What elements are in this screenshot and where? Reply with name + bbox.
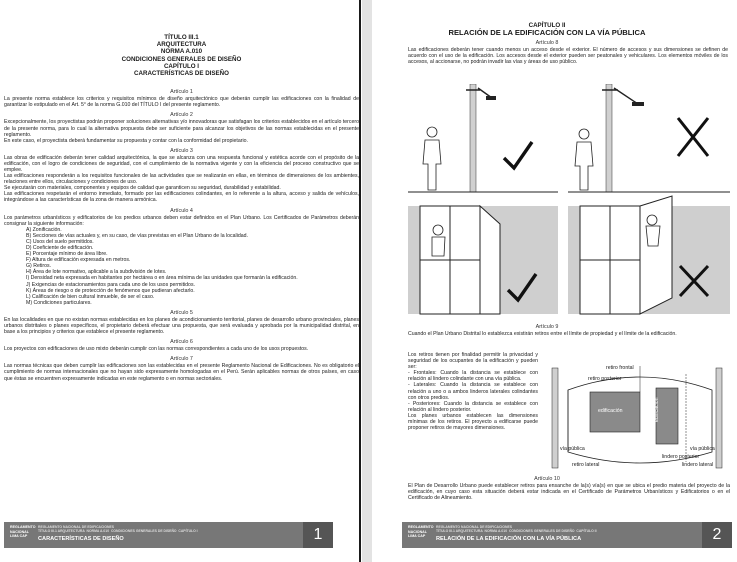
article-text: Se ejecutarán con materiales, componentes y equipos de calidad que garanticen su seguridad, durabilidad y estabilidad.	[4, 185, 281, 192]
list-item: M) Condiciones particulares.	[26, 299, 92, 306]
retiros-paragraph: - Posteriores: Cuando la distancia se establece con relación al lindero posterior.	[408, 400, 538, 413]
retiros-text	[408, 352, 538, 431]
list-item: E) Porcentaje mínimo de área libre.	[26, 251, 108, 258]
page-gutter	[362, 0, 372, 562]
title-line: NORMA A.010	[160, 48, 203, 56]
list-item: H) Área de lote normativo, aplicable a la subdivisión de lotes.	[26, 269, 167, 276]
list-item: B) Secciones de vías actuales y, en su caso, de vías previstas en el Plan Urbano de la localidad.	[26, 232, 248, 239]
chapter-label: CAPÍTULO II	[528, 22, 566, 29]
article-text: Cuando el Plan Urbano Distrital lo establezca existirán retiros entre el límite de propiedad y el límite de la edificación.	[408, 331, 677, 337]
figure-forbidden-pole	[568, 84, 730, 200]
page-footer	[4, 522, 333, 548]
retiros-paragraph: - Laterales: Cuando la distancia se establece con relación a uno o a ambos linderos laterales colindantes con otros predios.	[408, 382, 538, 401]
article-text: En las localidades en que no existan normas establecidas en los planes de acondicionamiento territorial, planes de desarrollo urbano provinciales, planes urbanos distritales o planes específicos, el propietario deberá efectuar una propuesta, que será evaluada y aprobada por la municipalidad distrital, en base a los principios y criterios que establece el presente reglamento.	[4, 316, 359, 336]
article-heading: Artículo 7	[170, 356, 193, 363]
right-page	[372, 0, 737, 562]
label-via-publica-left: vía pública	[560, 446, 585, 452]
article-text: Excepcionalmente, los proyectistas podrán proponer soluciones alternativas y/o innovadoras que satisfagan los criterios establecidos en el artículo tercero de la presente norma, para lo cual la alternativa propuesta debe ser suficiente para alcanzar los objetivos de las normas establecidas en el presente reglamento.	[4, 119, 359, 138]
article-text: Los parámetros urbanísticos y edificatorios de los predios urbanos deben estar definidos en el Plan Urbano. Los Certificados de Parámetros deberán consignar la siguiente información:	[4, 214, 359, 227]
left-page	[0, 0, 362, 562]
figure-forbidden-door	[568, 196, 730, 314]
retiros-paragraph: Los planes urbanos establecen las dimensiones mínimas de los retiros. El proyecto a edificarse puede proponer retiros de mayores dimensiones.	[408, 412, 538, 432]
list-item: D) Coeficiente de edificación.	[26, 245, 94, 251]
article-text: Los proyectos con edificaciones de uso mixto deberán cumplir con las normas correspondientes a cada uno de los usos propuestos.	[4, 346, 309, 353]
footer-small-text: REGLAMENTO NACIONAL DE EDIFICACIONES TÍTULO III.1 ARQUITECTURA NORMA A.010 CONDICIONES GENERALES DE DISEÑO CAPÍTULO II	[436, 525, 597, 534]
page-number: 2	[702, 522, 732, 548]
left-content	[4, 34, 359, 382]
footer-section: RELACIÓN DE LA EDIFICACIÓN CON LA VÍA PÚBLICA	[436, 536, 582, 542]
label-retiro-frontal: retiro frontal	[606, 365, 634, 371]
article-heading: Artículo 8	[535, 40, 559, 46]
list-item: I) Densidad neta expresada en habitantes por hectárea o en área mínima de las unidades que formarán la edificación.	[26, 275, 298, 282]
chapter-title-block	[372, 22, 722, 36]
label-lindero-posterior: lindero posterior	[662, 454, 700, 460]
list-item: A) Zonificación.	[26, 226, 62, 233]
label-edificacion-vertical: edificación	[654, 397, 660, 422]
list-item: J) Exigencias de estacionamientos para cada uno de los usos permitidos.	[26, 281, 195, 288]
book-spine	[359, 0, 361, 562]
parameters-list	[26, 227, 359, 306]
setbacks-drawing	[544, 362, 730, 474]
page-number: 1	[303, 522, 333, 548]
article-text: El Plan de Desarrollo Urbano puede establecer retiros para ensanche de la(s) vía(s) en que se ubica el predio materia del proyecto de la edificación, en cuyo caso esta situación deberá estar indicada en el Certificado de Parámetros Urbanísticos y Edificatorios o en el Certificado de Alineamiento.	[408, 483, 730, 502]
article-heading: Artículo 3	[170, 147, 193, 154]
figure-allowed-pole	[408, 84, 558, 200]
footer-logo: REGLAMENTO NACIONAL LIMA CAP	[408, 525, 434, 539]
article-heading: Artículo 4	[170, 207, 193, 214]
article-heading: Artículo 10	[534, 476, 560, 482]
label-retiro-posterior: retiro posterior	[588, 376, 622, 382]
label-lindero-lateral: lindero lateral	[682, 462, 714, 468]
list-item: G) Retiros.	[26, 263, 52, 270]
article-text: Las obras de edificación deberán tener calidad arquitectónica, la que se alcanza con una respuesta funcional y estética acorde con el propósito de la edificación, con el logro de condiciones de seguridad, con el cumplimiento de la normativa vigente y con la eficiencia del proceso constructivo que se emplee.	[4, 154, 359, 173]
article-heading: Artículo 5	[170, 309, 193, 316]
list-item: L) Calificación de bien cultural inmueble, de ser el caso.	[26, 293, 155, 300]
footer-logo: REGLAMENTO NACIONAL LIMA CAP	[10, 525, 36, 539]
title-line: TÍTULO III.1	[164, 34, 199, 41]
article-text: La presente norma establece los criterios y requisitos mínimos de diseño arquitectónico que deberán cumplir las edificaciones con la finalidad de garantizar lo estipulado en el Art. 5° de la norma G.010 del TÍTULO I del presente reglamento.	[4, 96, 359, 109]
article-text: En este caso, el proyectista deberá fundamentar su propuesta y contar con la conformidad del propietario.	[4, 137, 248, 144]
article-text: Las edificaciones respetarán el entorno inmediato, formado por las edificaciones colindantes, en lo referente a la altura, acceso y salida de vehículos, integrándose a las características de la zona de manera armónica.	[4, 191, 359, 204]
title-line: CAPÍTULO I	[163, 62, 200, 70]
list-item: K) Áreas de riesgo o de protección de fenómenos que pudieran afectarlo.	[26, 287, 195, 294]
footer-small-text: REGLAMENTO NACIONAL DE EDIFICACIONES TÍTULO III.1 ARQUITECTURA NORMA A.010 CONDICIONES GENERALES DE DISEÑO CAPÍTULO I	[38, 525, 198, 534]
list-item: F) Altura de edificación expresada en metros.	[26, 257, 131, 264]
title-line: ARQUITECTURA	[156, 41, 207, 49]
footer-section: CARACTERÍSTICAS DE DISEÑO	[38, 536, 124, 542]
retiros-paragraph: - Frontales: Cuando la distancia se establece con relación al lindero colindante con una vía pública.	[408, 370, 538, 383]
list-item: C) Usos del suelo permitidos.	[26, 238, 94, 245]
title-block	[4, 34, 359, 77]
article-text: Las edificaciones deberán tener cuando menos un acceso desde el exterior. El número de accesos y sus dimensiones se definen de acuerdo con el uso de la edificación. Los accesos desde el exterior pueden ser peatonales y vehiculares. Los elementos móviles de los accesos, al accionarse, no podrán invadir las vías y áreas de uso público.	[408, 47, 728, 66]
retiros-paragraph: Los retiros tienen por finalidad permitir la privacidad y seguridad de los ocupantes de la edificación y pueden ser:	[408, 352, 538, 371]
page-footer	[402, 522, 732, 548]
article-heading: Artículo 1	[170, 89, 193, 96]
access-figures	[408, 84, 730, 324]
article-text: Las edificaciones responderán a los requisitos funcionales de las actividades que se realizarán en ellas, en términos de dimensiones de los ambientes, relaciones entre ellos, circulaciones y condiciones de uso.	[4, 173, 359, 186]
figure-allowed-door	[408, 206, 558, 314]
article-heading: Artículo 6	[170, 339, 193, 346]
title-line: CARACTERÍSTICAS DE DISEÑO	[134, 70, 229, 78]
setbacks-diagram	[544, 362, 730, 474]
chapter-title: RELACIÓN DE LA EDIFICACIÓN CON LA VÍA PÚBLICA	[448, 28, 646, 38]
article-text: Las normas técnicas que deben cumplir las edificaciones son las establecidas en el presente Reglamento Nacional de Edificaciones. No es obligatorio el cumplimiento de normas internacionales que no hayan sido expresamente homologadas en el Perú. Serán aplicables normas de otros países, en caso que éstas se encuentren expresamente indicadas en este reglamento o en normas sectoriales.	[4, 363, 359, 382]
label-via-publica-right: vía pública	[690, 446, 715, 452]
article-heading: Artículo 9	[535, 324, 559, 330]
label-edificacion: edificación	[598, 408, 623, 414]
label-retiro-lateral: retiro lateral	[572, 462, 600, 468]
article-heading: Artículo 2	[170, 112, 193, 119]
title-line: CONDICIONES GENERALES DE DISEÑO	[121, 55, 242, 63]
